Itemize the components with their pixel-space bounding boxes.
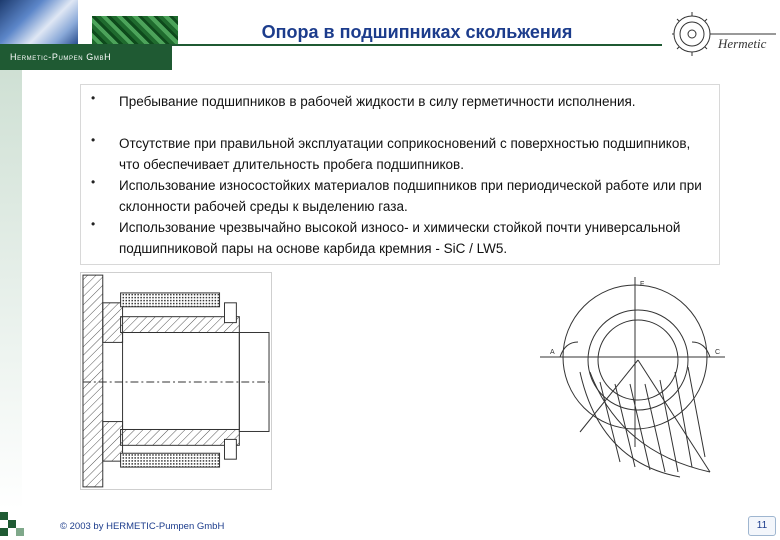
bearing-pressure-diagram: [520, 272, 730, 482]
brand-squares: [0, 512, 40, 540]
title-rule: [172, 44, 662, 46]
company-bar: [0, 44, 172, 70]
bullet-dot: •: [91, 91, 96, 105]
svg-text:A: A: [550, 349, 555, 356]
page-number: 11: [748, 516, 776, 536]
bullet-text: Использование износостойких материалов подшипников при периодической работе или при склонности рабочей среды к выделению газа.: [119, 178, 702, 214]
company-name: Hermetic-Pumpen GmbH: [10, 52, 112, 62]
footer: [60, 521, 224, 532]
header-photo-left: [0, 0, 78, 44]
svg-text:F: F: [640, 281, 645, 288]
header-photo-foliage: [92, 16, 178, 44]
bullet-dot: •: [91, 133, 96, 147]
bullet-list: [80, 84, 720, 265]
bullet-dot: •: [91, 217, 96, 231]
logo-text: Hermetic: [718, 36, 767, 51]
bearing-section-drawing: [80, 272, 272, 490]
sidebar-decoration: [0, 70, 22, 510]
svg-text:C: C: [715, 349, 721, 356]
copyright-symbol: ©: [60, 521, 67, 532]
bullet-text: Использование чрезвычайно высокой износо- и химически стойкой почти универсальной подшипниковой пары на основе карбида кремния - SiC / LW5.: [119, 220, 681, 256]
bullet-text: Пребывание подшипников в рабочей жидкости в силу герметичности исполнения.: [119, 94, 636, 109]
hermetic-logo: [672, 10, 778, 58]
bullet-dot: •: [91, 175, 96, 189]
page-title: Опора в подшипниках скольжения: [261, 22, 573, 42]
bullet-text: Отсутствие при правильной эксплуатации соприкосновений с поверхностью подшипников, что обеспечивает длительность пробега подшипников.: [119, 136, 691, 172]
copyright-text: 2003 by HERMETIC-Pumpen GmbH: [69, 521, 225, 532]
